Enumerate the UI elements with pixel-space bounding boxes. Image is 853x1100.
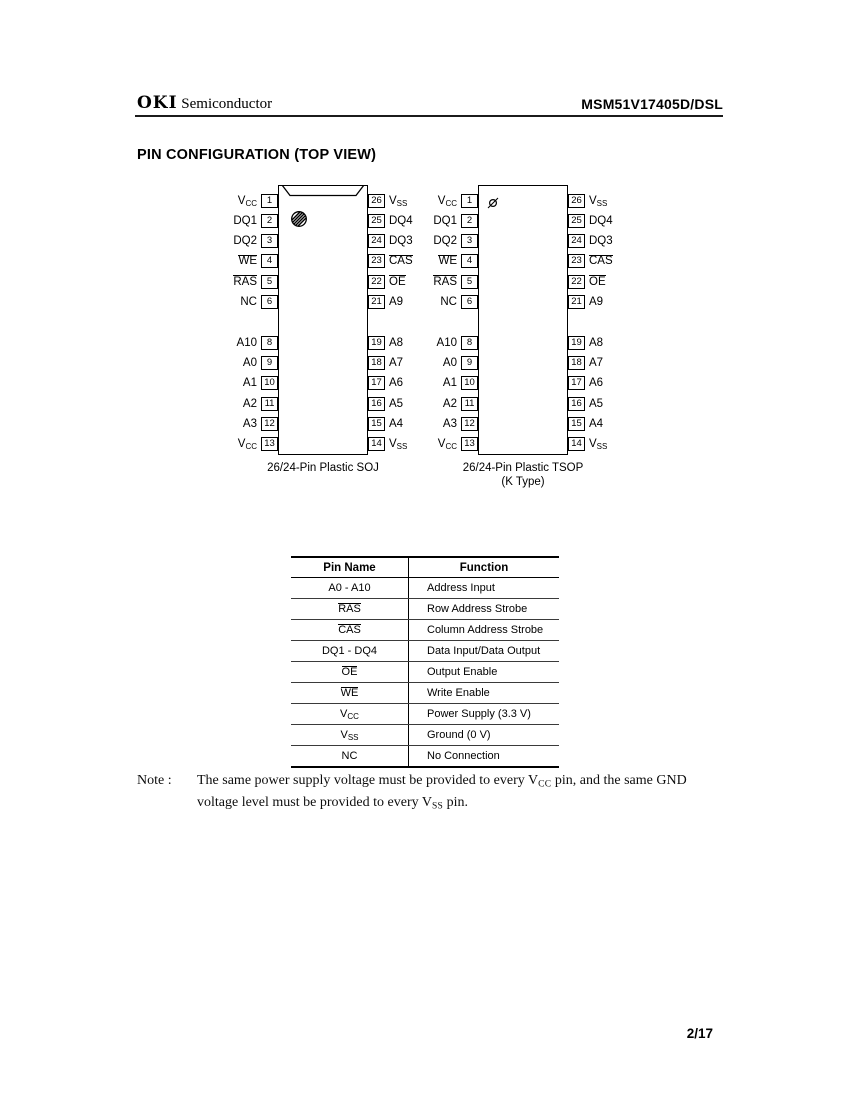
pin-number-box: 9 (261, 356, 278, 370)
pin-number-box: 12 (461, 417, 478, 431)
pin-label: DQ4 (589, 214, 613, 227)
function-cell: Address Input (409, 578, 560, 599)
page-number: 2/17 (686, 1026, 713, 1041)
table-row (291, 704, 559, 725)
package-caption: 26/24-Pin Plastic TSOP (462, 462, 584, 474)
pin-label: A0 (442, 356, 457, 369)
pin-label: A7 (389, 356, 404, 369)
pin-number-box: 26 (568, 194, 585, 208)
pin-name-cell: $V_{CC}$ (291, 704, 409, 725)
pin-label: DQ3 (589, 235, 613, 248)
pin-label: DQ1 (233, 214, 257, 227)
pin-label: NC (440, 296, 457, 308)
pin-number-box: 11 (461, 397, 478, 411)
pin-number-box: 12 (261, 417, 278, 431)
pin-number-box: 16 (368, 397, 385, 411)
pin-number-box: 1 (461, 194, 478, 208)
pin-label: A8 (589, 336, 604, 349)
pin-label: A7 (589, 356, 604, 369)
pin-function-table (291, 556, 559, 768)
table-row (291, 599, 559, 620)
pin-label: A10 (236, 336, 257, 349)
pin-label: RAS (433, 275, 457, 288)
pin-label: CAS (589, 255, 613, 268)
pin-number-box: 15 (368, 417, 385, 431)
pin-label: $V_{SS}$ (389, 194, 408, 208)
pin-label: $V_{SS}$ (589, 438, 608, 452)
pin-label: $V_{CC}$ (437, 194, 457, 208)
pin-number-box: 2 (261, 214, 278, 228)
pin-number-box: 9 (461, 356, 478, 370)
column-header: Function (409, 557, 560, 578)
pin-label: A3 (242, 417, 257, 430)
pin-name-cell: CAS (291, 620, 409, 641)
pin-number-box: 5 (261, 275, 278, 289)
pin-label: DQ2 (433, 235, 457, 248)
pin-number-box: 6 (461, 295, 478, 309)
pin-name-cell: A0 - A10 (291, 578, 409, 599)
pin-number-box: 8 (261, 336, 278, 350)
pin-number-box: 13 (461, 437, 478, 451)
pin-label: DQ4 (389, 214, 413, 227)
pin-number-box: 10 (461, 376, 478, 390)
pin-number-box: 22 (568, 275, 585, 289)
column-header: Pin Name (291, 557, 409, 578)
pin-number-box: 3 (261, 234, 278, 248)
function-cell: Column Address Strobe (409, 620, 560, 641)
note-line: voltage level must be provided to every $V_{SS}$ pin. (197, 795, 469, 812)
oki-logo: OKI (137, 93, 178, 113)
note-text (197, 772, 687, 816)
pin-label: CAS (389, 255, 413, 268)
pin-label: NC (240, 296, 257, 308)
pin1-indicator-icon (288, 208, 310, 230)
table-row (291, 725, 559, 746)
table-row (291, 746, 559, 768)
package-diagram-soj (213, 185, 433, 500)
pin-label: OE (389, 275, 406, 288)
pin-number-box: 26 (368, 194, 385, 208)
pin-number-box: 25 (568, 214, 585, 228)
note-line: The same power supply voltage must be provided to every $V_{CC}$ pin, and the same GND (197, 773, 687, 790)
pin1-indicator-icon (484, 194, 502, 212)
pin-label: A1 (242, 377, 257, 390)
pin-label: A10 (436, 336, 457, 349)
pin-number-box: 16 (568, 397, 585, 411)
pin-number-box: 23 (368, 254, 385, 268)
pin-number-box: 19 (368, 336, 385, 350)
brand-name: Semiconductor (181, 96, 273, 112)
pin-label: A0 (242, 356, 257, 369)
pin-number-box: 6 (261, 295, 278, 309)
table-row (291, 683, 559, 704)
pin-number-box: 21 (568, 295, 585, 309)
page-title: PIN CONFIGURATION (TOP VIEW) (137, 147, 377, 163)
doc-number: MSM51V17405D/DSL (581, 96, 723, 112)
function-cell: Row Address Strobe (409, 599, 560, 620)
table-row (291, 662, 559, 683)
pin-number-box: 4 (461, 254, 478, 268)
pin-label: $V_{SS}$ (589, 194, 608, 208)
pin-number-box: 2 (461, 214, 478, 228)
pin-number-box: 25 (368, 214, 385, 228)
pin-name-cell: OE (291, 662, 409, 683)
pin-number-box: 24 (368, 234, 385, 248)
pin-label: DQ3 (389, 235, 413, 248)
header-brand (137, 93, 272, 113)
package-caption: 26/24-Pin Plastic SOJ (267, 462, 379, 474)
pin-name-cell: $V_{SS}$ (291, 725, 409, 746)
pin-number-box: 17 (368, 376, 385, 390)
package-caption-type: (K Type) (501, 476, 545, 488)
pin-number-box: 14 (368, 437, 385, 451)
pin-number-box: 15 (568, 417, 585, 431)
pin-number-box: 4 (261, 254, 278, 268)
pin-label: A2 (242, 397, 257, 410)
package-notch-icon (278, 185, 368, 199)
package-body (478, 185, 568, 455)
pin-label: RAS (233, 275, 257, 288)
pin-label: A4 (389, 417, 404, 430)
pin-number-box: 11 (261, 397, 278, 411)
table-row (291, 641, 559, 662)
pin-table-head (291, 557, 559, 578)
pin-name-cell: NC (291, 746, 409, 768)
package-diagram-tsop (413, 185, 633, 500)
pin-label: A5 (389, 397, 404, 410)
pin-number-box: 21 (368, 295, 385, 309)
function-cell: Write Enable (409, 683, 560, 704)
pin-number-box: 24 (568, 234, 585, 248)
pin-number-box: 10 (261, 376, 278, 390)
pin-name-cell: RAS (291, 599, 409, 620)
pin-number-box: 22 (368, 275, 385, 289)
function-cell: Data Input/Data Output (409, 641, 560, 662)
note-label: Note : (137, 773, 172, 788)
pin-label: DQ2 (233, 235, 257, 248)
function-cell: Power Supply (3.3 V) (409, 704, 560, 725)
pin-label: A9 (389, 296, 404, 308)
function-cell: Ground (0 V) (409, 725, 560, 746)
subscript: SS (431, 801, 444, 812)
pin-label: A6 (589, 377, 604, 390)
pin-number-box: 19 (568, 336, 585, 350)
pin-table-header-row (291, 557, 559, 578)
pin-label: $V_{SS}$ (389, 438, 408, 452)
table-row (291, 620, 559, 641)
table-row (291, 578, 559, 599)
pin-label: A3 (442, 417, 457, 430)
pin-number-box: 8 (461, 336, 478, 350)
pin-label: $V_{CC}$ (437, 438, 457, 452)
pin-label: A6 (389, 377, 404, 390)
pin-number-box: 23 (568, 254, 585, 268)
pin-number-box: 14 (568, 437, 585, 451)
pin-label: WE (238, 255, 257, 268)
pin-label: A5 (589, 397, 604, 410)
pin-number-box: 13 (261, 437, 278, 451)
pin-label: A9 (589, 296, 604, 308)
pin-name-cell: DQ1 - DQ4 (291, 641, 409, 662)
pin-label: OE (589, 275, 606, 288)
pin-number-box: 18 (368, 356, 385, 370)
pin-label: A4 (589, 417, 604, 430)
pin-number-box: 17 (568, 376, 585, 390)
pin-number-box: 3 (461, 234, 478, 248)
pin-label: DQ1 (433, 214, 457, 227)
pin-label: $V_{CC}$ (237, 438, 257, 452)
function-cell: No Connection (427, 750, 500, 762)
function-cell: Output Enable (409, 662, 560, 683)
pin-label: WE (438, 255, 457, 268)
pin-name-cell: WE (291, 683, 409, 704)
pin-number-box: 18 (568, 356, 585, 370)
pin-label: A8 (389, 336, 404, 349)
pin-number-box: 1 (261, 194, 278, 208)
header-rule (135, 115, 723, 117)
pin-label: A2 (442, 397, 457, 410)
pin-table-body (291, 578, 559, 768)
subscript: CC (538, 779, 552, 790)
pin-label: A1 (442, 377, 457, 390)
pin-label: $V_{CC}$ (237, 194, 257, 208)
pin-number-box: 5 (461, 275, 478, 289)
package-body (278, 185, 368, 455)
